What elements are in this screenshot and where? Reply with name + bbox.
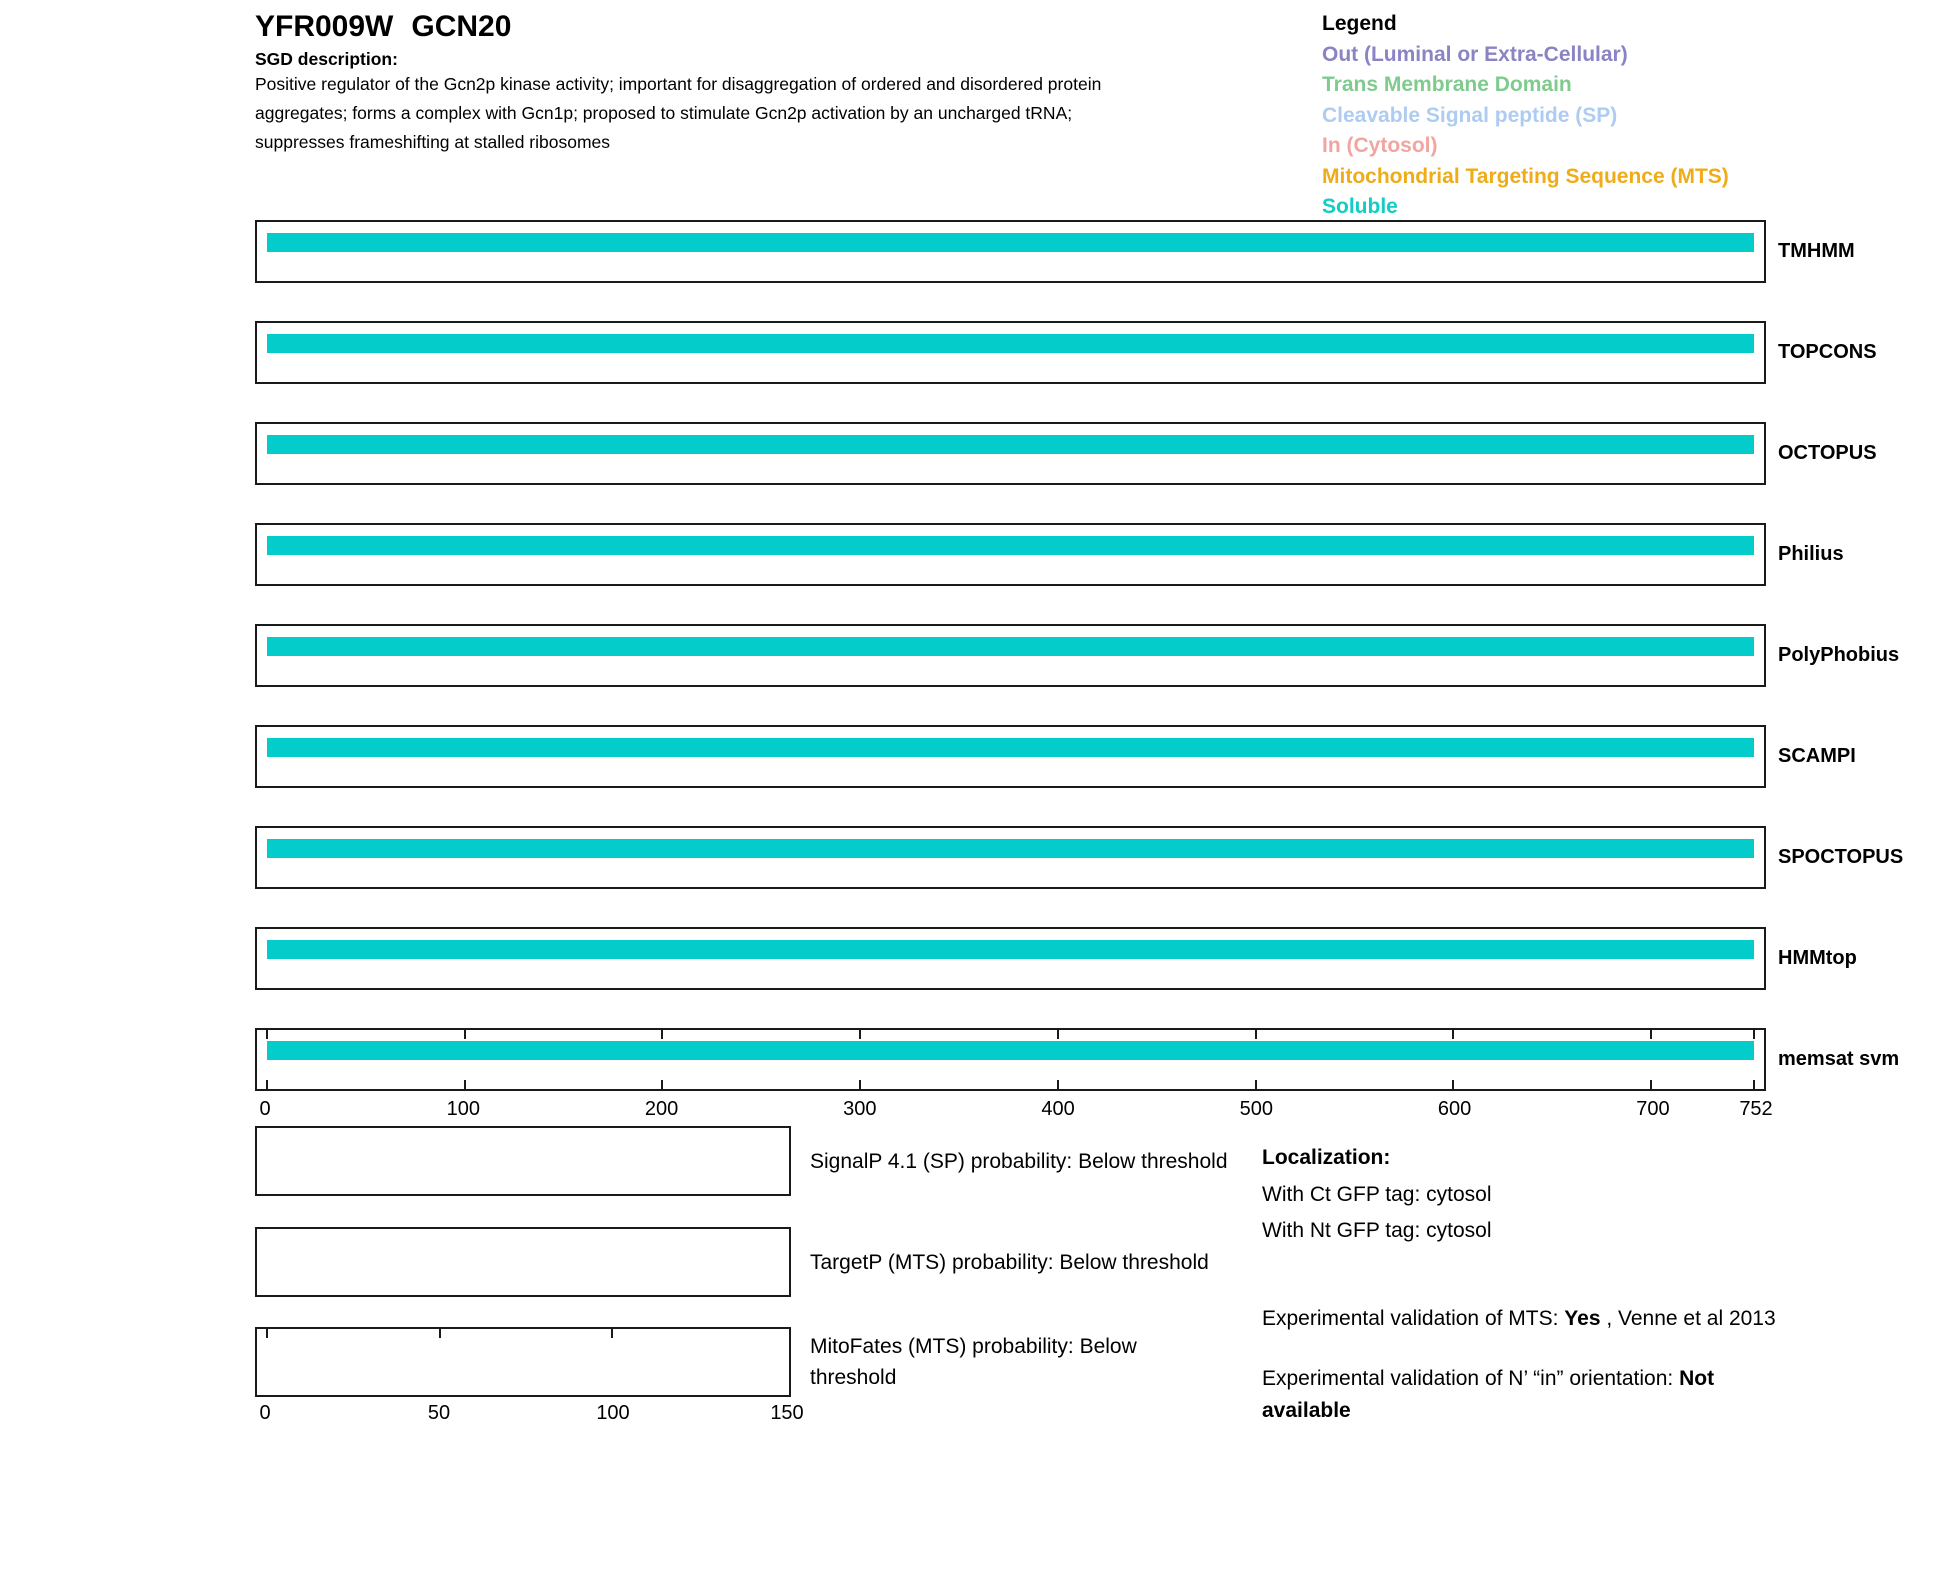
track-spoctopus — [255, 826, 1904, 889]
axis-tickmark — [1057, 1080, 1059, 1089]
sgd-description-text — [255, 70, 1335, 157]
axis-tick-label: 400 — [1041, 1098, 1075, 1120]
axis-tickmark — [859, 1080, 861, 1089]
sgd-description-line: Positive regulator of the Gcn2p kinase activity; important for disaggregation of ordered and disordered protein — [255, 74, 1102, 94]
axis-tick-label: 150 — [770, 1402, 804, 1424]
axis-tick-label: 600 — [1437, 1098, 1472, 1120]
track-octopus — [255, 422, 1877, 485]
targetp-plot-box — [255, 1227, 791, 1297]
axis-tick-label: 50 — [427, 1402, 451, 1424]
axis-tickmark — [1650, 1030, 1652, 1039]
localization-ct-gfp: With Ct GFP tag: cytosol — [1262, 1183, 1492, 1206]
legend-item-soluble: Soluble — [1322, 195, 1398, 218]
track-scampi — [255, 725, 1856, 788]
track-plot-box — [255, 220, 1766, 283]
sgd-description-label: SGD description: — [255, 49, 398, 69]
axis-tickmark — [661, 1030, 663, 1039]
track-memsat-svm — [255, 1028, 1900, 1091]
track-philius — [255, 523, 1844, 586]
axis-tickmark — [1650, 1080, 1652, 1089]
axis-tick-label: 0 — [259, 1098, 271, 1120]
track-polyphobius — [255, 624, 1900, 687]
signalp-plot-box — [255, 1126, 791, 1196]
residue-axis — [259, 1098, 1773, 1124]
track-hmmtop — [255, 927, 1857, 990]
legend-item-mts: Mitochondrial Targeting Sequence (MTS) — [1322, 164, 1729, 188]
track-label-scampi: SCAMPI — [1778, 745, 1856, 767]
track-label-octopus: OCTOPUS — [1778, 442, 1877, 464]
track-label-hmmtop: SPOCTOPUS — [1778, 846, 1904, 868]
targetp-label: TargetP (MTS) probability: Below threshold — [810, 1250, 1209, 1274]
axis-tickmark — [266, 1030, 268, 1039]
axis-tickmark — [1057, 1030, 1059, 1039]
axis-tickmark — [661, 1080, 663, 1089]
mts-validation-line — [1262, 1303, 1862, 1335]
axis-tickmark — [1753, 1030, 1755, 1039]
axis-tickmark — [611, 1329, 613, 1338]
mitofates-plot-box — [255, 1327, 791, 1397]
mts-validation-prefix: Experimental validation of MTS: — [1262, 1307, 1565, 1330]
signalp-label: SignalP 4.1 (SP) probability: Below threshold — [810, 1149, 1228, 1173]
axis-tick-label: 200 — [644, 1098, 679, 1120]
mts-validation-reference: , Venne et al 2013 — [1600, 1307, 1776, 1330]
soluble-span-bar — [267, 839, 1754, 858]
sgd-description-line: aggregates; forms a complex with Gcn1p; proposed to stimulate Gcn2p activation by an uncharged tRNA; — [255, 103, 1073, 123]
legend-item-out: Out (Luminal or Extra-Cellular) — [1322, 42, 1628, 66]
soluble-span-bar — [267, 637, 1754, 656]
track-label-philius: Philius — [1778, 543, 1844, 565]
axis-tick-label: 0 — [259, 1402, 271, 1424]
soluble-span-bar — [267, 334, 1754, 353]
probability-axis — [259, 1402, 804, 1428]
axis-tick-label: 700 — [1636, 1098, 1670, 1120]
axis-tickmark — [1753, 1080, 1755, 1089]
track-plot-box — [255, 422, 1766, 485]
localization-heading: Localization: — [1262, 1146, 1391, 1169]
axis-tickmark — [1452, 1080, 1454, 1089]
legend-title: Legend — [1322, 12, 1397, 35]
track-topcons — [255, 321, 1877, 384]
sgd-description-line: suppresses frameshifting at stalled ribosomes — [255, 132, 611, 152]
legend — [1322, 9, 1729, 223]
soluble-span-bar — [267, 233, 1754, 252]
gene-name: GCN20 — [411, 10, 512, 43]
orientation-validation-prefix: Experimental validation of N’ “in” orientation: — [1262, 1367, 1680, 1390]
page-title — [255, 10, 511, 44]
axis-tick-label: 500 — [1239, 1098, 1274, 1120]
axis-tickmark — [1255, 1080, 1257, 1089]
track-label-memsat-svm: memsat svm — [1778, 1048, 1900, 1070]
axis-tick-label: 100 — [596, 1402, 630, 1424]
localization-nt-gfp: With Nt GFP tag: cytosol — [1262, 1219, 1492, 1242]
mitofates-label: MitoFates (MTS) probability: Below threshold — [810, 1335, 1137, 1389]
soluble-span-bar — [267, 940, 1754, 959]
axis-tickmark — [464, 1030, 466, 1039]
track-plot-box — [255, 927, 1766, 990]
track-plot-box — [255, 725, 1766, 788]
track-plot-box — [255, 624, 1766, 687]
axis-tickmark — [464, 1080, 466, 1089]
track-plot-box — [255, 321, 1766, 384]
track-plot-box — [255, 826, 1766, 889]
track-label-tmhmm: TMHMM — [1778, 240, 1855, 262]
soluble-span-bar — [267, 1041, 1754, 1060]
mts-validation-value: Yes — [1564, 1307, 1601, 1330]
legend-item-in-cytosol: In (Cytosol) — [1322, 134, 1438, 157]
axis-tickmark — [266, 1080, 268, 1089]
axis-tickmark — [266, 1329, 268, 1338]
axis-tickmark — [859, 1030, 861, 1039]
track-label-polyphobius: PolyPhobius — [1778, 644, 1900, 666]
axis-tickmark — [439, 1329, 441, 1338]
soluble-span-bar — [267, 536, 1754, 555]
axis-tick-label: 300 — [843, 1098, 877, 1120]
axis-tickmark — [1255, 1030, 1257, 1039]
legend-item-transmembrane: Trans Membrane Domain — [1322, 73, 1572, 96]
axis-tickmark — [1452, 1030, 1454, 1039]
soluble-span-bar — [267, 738, 1754, 757]
soluble-span-bar — [267, 435, 1754, 454]
legend-item-signal-peptide: Cleavable Signal peptide (SP) — [1322, 103, 1618, 127]
track-plot-box — [255, 523, 1766, 586]
locus-id: YFR009W — [255, 10, 394, 43]
orientation-validation-value: Not available — [1262, 1367, 1715, 1422]
track-tmhmm — [255, 220, 1855, 283]
orientation-validation-line — [1262, 1363, 1802, 1427]
track-label-hmmtop: HMMtop — [1778, 947, 1857, 969]
track-label-topcons: TOPCONS — [1778, 341, 1877, 363]
axis-tick-label: 752 — [1739, 1098, 1773, 1120]
track-plot-box — [255, 1028, 1766, 1091]
axis-tick-label: 100 — [446, 1098, 480, 1120]
